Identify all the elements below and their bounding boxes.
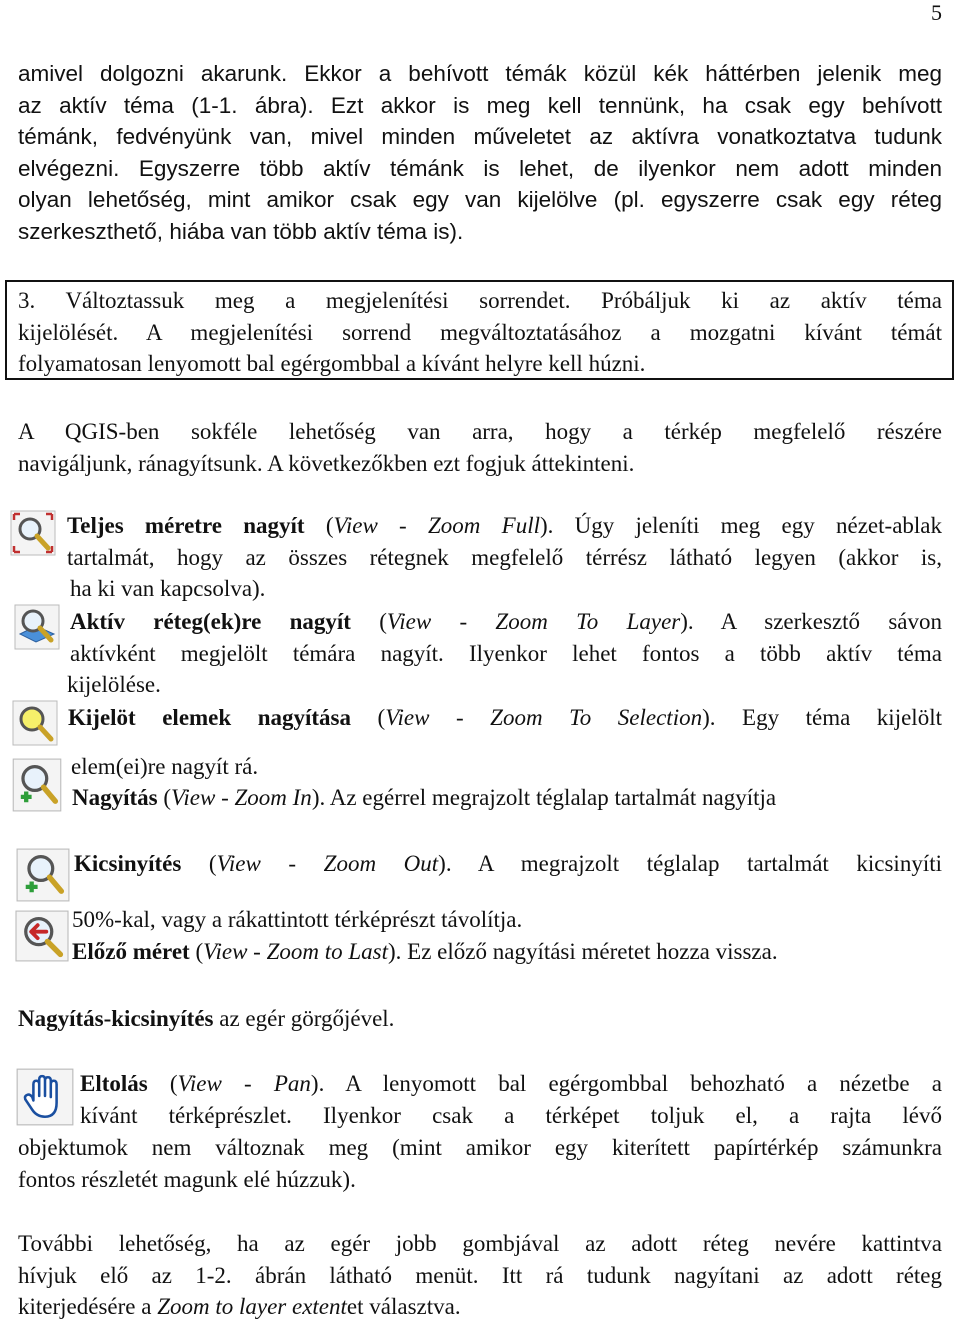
text-line: objektumok nem változnak meg (mint amikor egy kiterített papírtérkép számunkra [18, 1135, 942, 1160]
pan-desc-bottom [18, 1132, 942, 1195]
wheel-zoom-label: Nagyítás-kicsinyítés [18, 1006, 214, 1031]
zoom-out-icon [14, 848, 72, 902]
pan-menu-path: View - Pan [177, 1071, 311, 1096]
zoom-last-desc [72, 904, 942, 967]
text-run: ). Egy téma kijelölt [702, 705, 942, 730]
paren: ( [351, 705, 386, 730]
zoom-out-desc [74, 848, 942, 880]
text-line: navigáljunk, ránagyítsunk. A következőkben ezt fogjuk áttekinteni. [18, 450, 635, 476]
text-line: elvégezni. Egyszerre több aktív témánk is lehet, de ilyenkor nem adott minden [18, 155, 942, 181]
text-line: olyan lehetőség, mint amikor csak egy van kijelölve (pl. egyszerre csak egy réteg [18, 187, 942, 213]
zoom-layer-desc [67, 606, 942, 701]
paren: ( [147, 1071, 178, 1096]
text-line: ha ki van kapcsolva). [70, 576, 266, 602]
text-run: et választva. [346, 1294, 461, 1320]
text-run: ). Az egérrel megrajzolt téglalap tartalmát nagyítja [311, 785, 777, 810]
text-line: kijelölése. [67, 672, 161, 698]
zoom-in-desc [72, 782, 942, 814]
text-run: ). A megrajzolt téglalap tartalmát kicsinyíti [438, 851, 942, 876]
text-line: aktívként megjelölt témára nagyít. Ilyenkor lehet fontos a több aktív téma [70, 640, 942, 666]
zoom-selection-menu-path: View - Zoom To Selection [385, 705, 703, 730]
zoom-full-menu-path: View - Zoom Full [333, 513, 540, 538]
paren: ( [157, 785, 172, 810]
exercise-text [18, 285, 942, 380]
text-run: ). A szerkesztő sávon [680, 609, 942, 634]
wheel-zoom-line [18, 1003, 942, 1035]
zoom-in-menu-path: View - Zoom In [171, 785, 312, 810]
navigation-intro [18, 416, 942, 479]
zoom-selection-desc [68, 702, 942, 782]
pan-label: Eltolás [80, 1071, 148, 1096]
zoom-last-label: Előző méret [72, 938, 190, 964]
pan-desc-top [80, 1068, 942, 1131]
paren: ( [350, 609, 387, 634]
zoom-last-icon [14, 910, 70, 962]
text-line: További lehetőség, ha az egér jobb gombjával az adott réteg nevére kattintva [18, 1231, 942, 1256]
text-line: kívánt térképrészlet. Ilyenkor csak a térképet toljuk el, a rajta lévő [80, 1102, 942, 1128]
zoom-out-label: Kicsinyítés [74, 851, 182, 876]
text-line: amivel dolgozni akarunk. Ekkor a behívott témák közül kék háttérben jelenik meg [18, 61, 942, 86]
zoom-selection-label: Kijelöt elemek nagyítása [68, 705, 351, 730]
text-run: kiterjedésére a [18, 1294, 158, 1320]
pan-hand-icon [16, 1068, 74, 1126]
text-run: ). Ez előző nagyítási méretet hozza vissza. [388, 938, 778, 964]
context-menu-paragraph [18, 1228, 942, 1323]
text-line: tartalmát, hogy az összes rétegnek megfelelő térrész látható legyen (akkor is, [67, 544, 942, 570]
intro-paragraph [18, 58, 942, 248]
page-number: 5 [931, 0, 942, 25]
zoom-layer-label: Aktív réteg(ek)re nagyít [70, 609, 351, 634]
zoom-to-selection-icon [12, 700, 58, 746]
zoom-layer-menu-path: View - Zoom To Layer [386, 609, 681, 634]
zoom-full-desc [67, 510, 942, 605]
text-run: az egér görgőjével. [213, 1006, 395, 1031]
text-line: fontos részletét magunk elé húzzuk). [18, 1166, 356, 1192]
zoom-in-icon [12, 758, 62, 812]
zoom-full-label: Teljes méretre nagyít [67, 513, 305, 538]
text-line: kijelölését. A megjelenítési sorrend megváltoztatásához a mozgatni kívánt témát [18, 319, 942, 345]
text-line: A QGIS-ben sokféle lehetőség van arra, hogy a térkép megfelelő részére [18, 419, 942, 444]
zoom-to-layer-icon [14, 604, 60, 650]
zoom-full-icon [10, 510, 56, 556]
text-line: szerkeszthető, hiába van több aktív téma is). [18, 218, 464, 244]
paren: ( [189, 938, 204, 964]
text-line: az aktív téma (1-1. ábra). Ezt akkor is meg kell tennünk, ha csak egy behívott [18, 92, 942, 118]
text-line: 3. Változtassuk meg a megjelenítési sorrendet. Próbáljuk ki az aktív téma [18, 288, 942, 313]
paren: ( [304, 513, 334, 538]
text-run: ). Úgy jeleníti meg egy nézet-ablak [539, 513, 942, 538]
zoom-in-label: Nagyítás [72, 785, 158, 810]
text-line: 50%-kal, vagy a rákattintott térképrészt távolítja. [72, 907, 523, 932]
text-line: folyamatosan lenyomott bal egérgombbal a kívánt helyre kell húzni. [18, 351, 646, 377]
text-line: hívjuk elő az 1-2. ábrán látható menüt. Itt rá tudunk nagyítani az adott réteg [18, 1262, 942, 1288]
text-run: ). A lenyomott bal egérgombbal behozható a nézetbe a [310, 1071, 942, 1096]
zoom-last-menu-path: View - Zoom to Last [203, 938, 389, 964]
text-line: elem(ei)re nagyít rá. [71, 753, 259, 779]
text-line: témánk, fedvényünk van, mivel minden műveletet az aktívra vonatkoztatva tudunk [18, 124, 942, 150]
zoom-layer-extent-term: Zoom to layer extent [157, 1294, 347, 1320]
paren: ( [181, 851, 217, 876]
zoom-out-menu-path: View - Zoom Out [216, 851, 439, 876]
